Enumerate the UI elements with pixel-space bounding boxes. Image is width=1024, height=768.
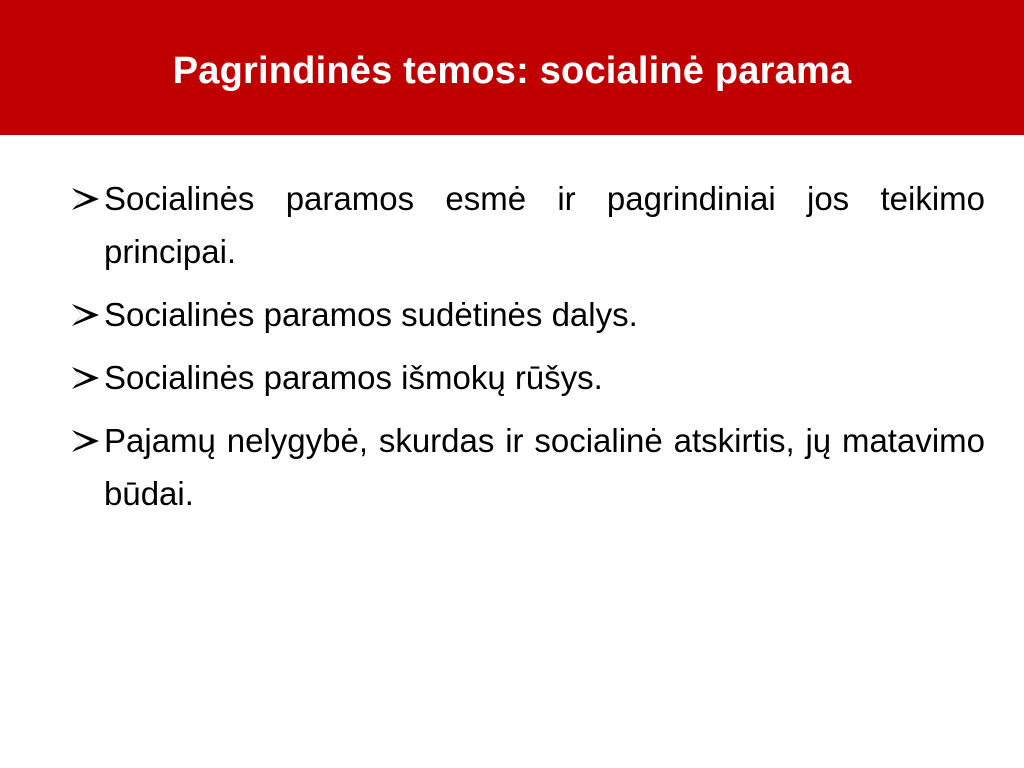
bullet-list	[70, 172, 985, 530]
bullet-text: Socialinės paramos išmokų rūšys.	[104, 359, 603, 396]
bullet-item	[70, 288, 985, 341]
bullet-item	[70, 172, 985, 278]
arrow-bullet-icon	[70, 302, 101, 328]
title-bar	[0, 0, 1024, 135]
bullet-item	[70, 351, 985, 404]
slide-title: Pagrindinės temos: socialinė parama	[172, 50, 852, 92]
bullet-item	[70, 414, 985, 520]
bullet-text: Socialinės paramos sudėtinės dalys.	[104, 296, 638, 333]
arrow-bullet-icon	[70, 186, 101, 212]
arrow-bullet-icon	[70, 428, 101, 454]
bullet-text: Socialinės paramos esmė ir pagrindiniai jos teikimo principai.	[104, 180, 985, 270]
bullet-text: Pajamų nelygybė, skurdas ir socialinė atskirtis, jų matavimo būdai.	[104, 422, 985, 512]
arrow-bullet-icon	[70, 365, 101, 391]
